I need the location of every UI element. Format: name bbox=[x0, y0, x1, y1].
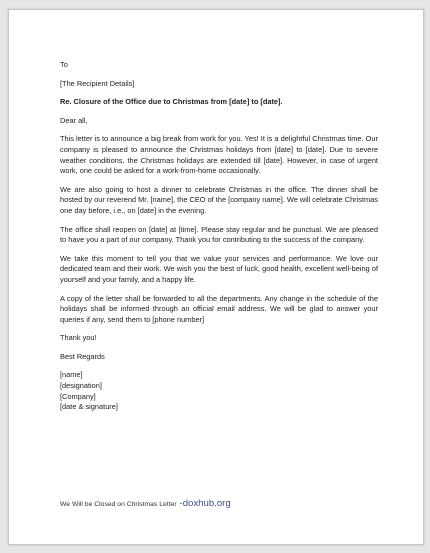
recipient-details: [The Recipient Details] bbox=[60, 78, 135, 88]
salutation: Dear all, bbox=[60, 115, 88, 125]
letter-body bbox=[60, 60, 378, 413]
paragraph: A copy of the letter shall be forwarded to all the departments. Any change in the schedule of the holidays shall be informed through an official email address. We will be glad to answer your queries if any, send them to [phone number] bbox=[60, 293, 378, 324]
page-footer bbox=[60, 498, 231, 509]
document-page bbox=[8, 9, 424, 545]
to-line: To bbox=[60, 60, 68, 69]
paragraph: This letter is to announce a big break from work for you. Yes! It is a delightful Christmas time. Our company is pleased to announce the Christmas holidays from [date] to [date]. Due to severe weather conditions, the Christmas holidays are extended till [date]. However, in case of urgent work, one could be asked for a work-from-home occasionally. bbox=[60, 134, 378, 176]
paragraph: We are also going to host a dinner to celebrate Christmas in the office. The dinner shall be hosted by our reverend Mr. [name], the CEO of the [company name]. We will celebrate Christmas one day before, i.e., on [date] in the evening. bbox=[60, 184, 378, 215]
signature-name: [name] bbox=[60, 370, 83, 380]
thanks-line: Thank you! bbox=[60, 333, 97, 343]
signature-designation: [designation] bbox=[60, 381, 102, 391]
paragraph: The office shall reopen on [date] at [time]. Please stay regular and be punctual. We are pleased to have you a part of our company. Thank you for contributing to the success of the company. bbox=[60, 224, 378, 245]
subject-line: Re. Closure of the Office due to Christmas from [date] to [date]. bbox=[60, 97, 283, 107]
signature-date: [date & signature] bbox=[60, 402, 118, 412]
closing-line: Best Regards bbox=[60, 351, 105, 361]
footer-title: We Will be Closed on Christmas Letter bbox=[60, 501, 177, 508]
signature-company: [Company] bbox=[60, 391, 96, 401]
paragraph: We take this moment to tell you that we value your services and performance. We love our dedicated team and their work. We wish you the best of luck, good health, excellent well-being of yourself and your family, and a happy life. bbox=[60, 253, 378, 284]
footer-brand: -doxhub.org bbox=[179, 498, 231, 509]
